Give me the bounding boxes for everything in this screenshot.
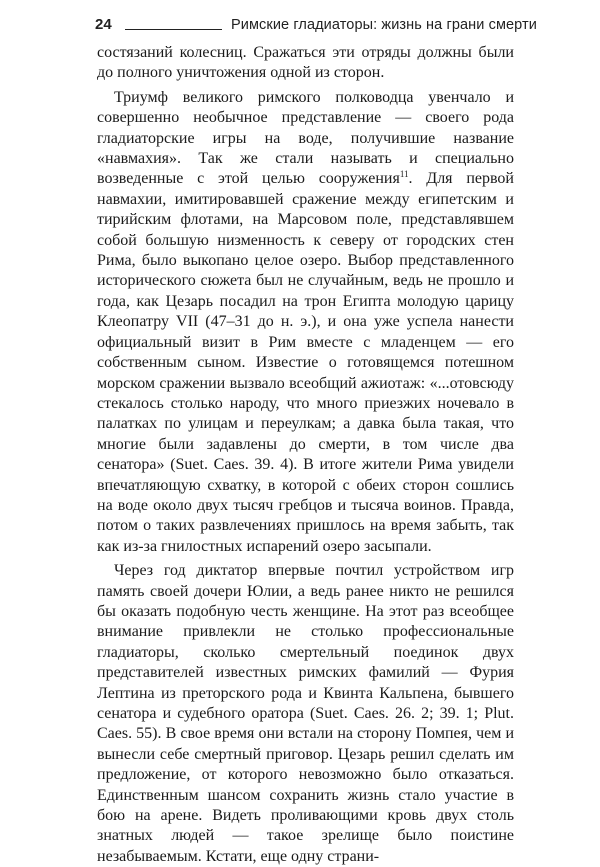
header-rule (125, 29, 222, 30)
page-header (95, 16, 537, 38)
paragraph-continuation: состязаний колесниц. Сражаться эти отряды должны были до полного уничтожения одной из сторон. (97, 44, 514, 82)
paragraph-naumachia-part1: Триумф великого римского полководца увенчало и совершенно необычное представление — своего рода гладиаторские игры на воде, получившие название «навмахия». Так же стали называть и специально возведенные с этой целью сооружения (97, 88, 514, 188)
body-text (97, 43, 514, 867)
running-title: Римские гладиаторы: жизнь на грани смерти (231, 17, 537, 33)
paragraph-naumachia-part2: . Для первой навмахии, имитировавшей сражение между египетским и тирийским флотами, на Марсовом поле, представлявшем собой большую низменность к северу от городских стен Рима, было выкопано целое озеро. Выбор представленного исторического сюжета был не случайным, ведь не прошло и года, как Цезарь посадил на трон Египта молодую царицу Клеопатру VII (47–31 до н. э.), и она уже успела нанести официальный визит в Рим вместе с младенцем — его собственным сыном. Известие о готовящемся потешном морском сражении вызвало всеобщий ажиотаж: «...отовсюду стекалось столько народу, что много приезжих ночевало в палатках по улицам и переулкам; а давка была такая, что многие были задавлены до смерти, в том числе два сенатора» (Suet. Caes. 39. 4). В итоге жители Рима увидели впечатляющую схватку, в которой с обеих сторон сошлись на воде около двух тысяч гребцов и тысяча воинов. Правда, потом о таких развлечениях пришлось на время забыть, так как из-за гнилостных испарений озеро засыпали. (97, 170, 514, 555)
paragraph-julia-games: Через год диктатор впервые почтил устройством игр память своей дочери Юлии, а ведь ранее никто не решился бы оказать подобную честь женщине. На этот раз всеобщее внимание привлекли не столько профессиональные гладиаторы, сколько смертельный поединок двух представителей известных римских фамилий — Фурия Лептина из преторского рода и Квинта Кальпена, бывшего сенатора и судебного оратора (Suet. Caes. 26. 2; 39. 1; Plut. Caes. 55). В свое время они встали на сторону Помпея, чем и вынесли себе смертный приговор. Цезарь решил сделать им предложение, от которого невозможно было отказаться. Единственным шансом сохранить жизнь стало участие в бою на арене. Видеть проливающими кровь двух столь знатных людей — такое зрелище было поистине незабываемым. Кстати, еще одну страни- (97, 562, 514, 865)
paragraph-naumachia (97, 88, 514, 557)
page-number: 24 (95, 16, 112, 33)
footnote-marker[interactable]: 11 (399, 169, 409, 180)
